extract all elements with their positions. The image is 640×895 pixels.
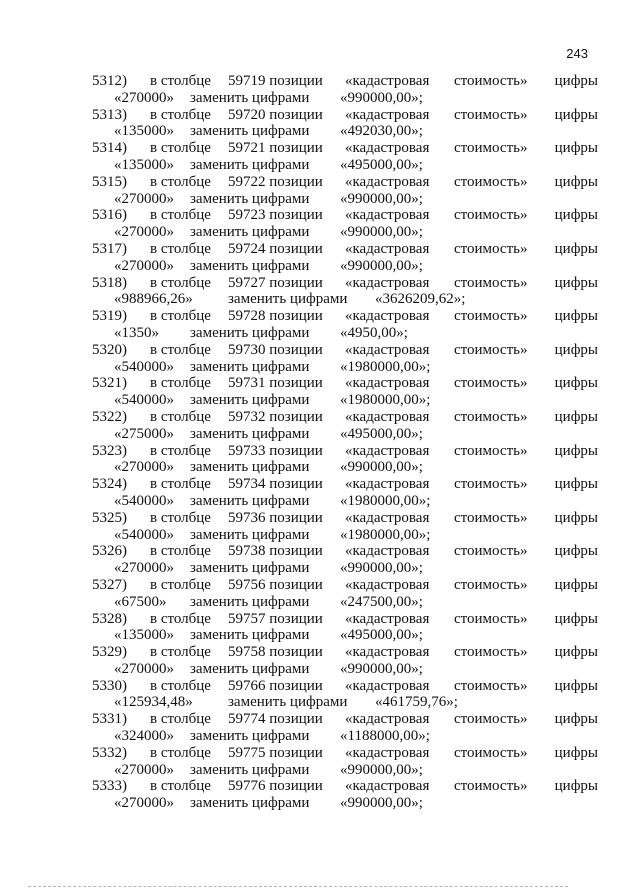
item-number: 5323) xyxy=(92,442,127,459)
amendment-item xyxy=(92,207,598,241)
column-phrase: в столбце xyxy=(150,274,211,291)
amendment-line-2 xyxy=(92,728,598,745)
field-name: «кадастровая xyxy=(345,509,430,526)
item-number: 5319) xyxy=(92,308,127,325)
replace-phrase: заменить цифрами xyxy=(190,728,310,745)
column-phrase: в столбце xyxy=(150,106,211,123)
column-phrase: в столбце xyxy=(150,375,211,392)
field-name: «кадастровая xyxy=(345,207,430,224)
new-value: «990000,00»; xyxy=(340,795,423,812)
column-phrase: в столбце xyxy=(150,442,211,459)
footer-rule xyxy=(28,886,568,887)
new-value: «1980000,00»; xyxy=(340,492,431,509)
amendment-line-2 xyxy=(92,90,598,107)
amendment-line-1 xyxy=(92,73,598,90)
field-name: «кадастровая xyxy=(345,476,430,493)
field-name-cont: стоимость» xyxy=(454,576,528,593)
amendment-line-1 xyxy=(92,611,598,628)
row-id: 59756 позиции xyxy=(228,576,323,593)
field-name: «кадастровая xyxy=(345,308,430,325)
amendment-item xyxy=(92,174,598,208)
column-phrase: в столбце xyxy=(150,240,211,257)
old-value: «67500» xyxy=(114,593,167,610)
amendment-line-2 xyxy=(92,627,598,644)
item-number: 5328) xyxy=(92,610,127,627)
row-id: 59733 позиции xyxy=(228,442,323,459)
field-name-cont: стоимость» xyxy=(454,375,528,392)
field-name: «кадастровая xyxy=(345,375,430,392)
amendment-line-2 xyxy=(92,224,598,241)
new-value: «990000,00»; xyxy=(340,660,423,677)
replace-phrase: заменить цифрами xyxy=(190,123,310,140)
amendment-item xyxy=(92,73,598,107)
amendment-line-1 xyxy=(92,174,598,191)
digits-word: цифры xyxy=(554,476,598,493)
item-number: 5315) xyxy=(92,173,127,190)
new-value: «990000,00»; xyxy=(340,459,423,476)
amendment-item xyxy=(92,611,598,645)
amendment-line-1 xyxy=(92,443,598,460)
field-name: «кадастровая xyxy=(345,442,430,459)
field-name-cont: стоимость» xyxy=(454,711,528,728)
new-value: «461759,76»; xyxy=(375,694,458,711)
field-name-cont: стоимость» xyxy=(454,644,528,661)
replace-phrase: заменить цифрами xyxy=(190,324,310,341)
amendment-line-2 xyxy=(92,157,598,174)
amendment-line-2 xyxy=(92,527,598,544)
new-value: «1188000,00»; xyxy=(340,728,430,745)
new-value: «1980000,00»; xyxy=(340,526,431,543)
old-value: «540000» xyxy=(114,358,174,375)
old-value: «125934,48» xyxy=(114,694,193,711)
replace-phrase: заменить цифрами xyxy=(190,627,310,644)
old-value: «540000» xyxy=(114,392,174,409)
column-phrase: в столбце xyxy=(150,341,211,358)
field-name: «кадастровая xyxy=(345,744,430,761)
field-name-cont: стоимость» xyxy=(454,341,528,358)
old-value: «270000» xyxy=(114,560,174,577)
row-id: 59731 позиции xyxy=(228,375,323,392)
amendment-line-2 xyxy=(92,325,598,342)
field-name-cont: стоимость» xyxy=(454,240,528,257)
column-phrase: в столбце xyxy=(150,509,211,526)
item-number: 5317) xyxy=(92,240,127,257)
amendment-item xyxy=(92,375,598,409)
digits-word: цифры xyxy=(554,375,598,392)
field-name-cont: стоимость» xyxy=(454,308,528,325)
old-value: «270000» xyxy=(114,459,174,476)
old-value: «275000» xyxy=(114,425,174,442)
amendment-line-1 xyxy=(92,107,598,124)
item-number: 5333) xyxy=(92,778,127,795)
field-name-cont: стоимость» xyxy=(454,173,528,190)
field-name: «кадастровая xyxy=(345,644,430,661)
row-id: 59722 позиции xyxy=(228,173,323,190)
amendment-line-1 xyxy=(92,375,598,392)
item-number: 5321) xyxy=(92,375,127,392)
row-id: 59738 позиции xyxy=(228,543,323,560)
column-phrase: в столбце xyxy=(150,207,211,224)
item-number: 5322) xyxy=(92,408,127,425)
old-value: «135000» xyxy=(114,123,174,140)
new-value: «990000,00»; xyxy=(340,257,423,274)
amendment-item xyxy=(92,711,598,745)
field-name-cont: стоимость» xyxy=(454,543,528,560)
amendment-line-1 xyxy=(92,241,598,258)
field-name-cont: стоимость» xyxy=(454,744,528,761)
field-name: «кадастровая xyxy=(345,543,430,560)
replace-phrase: заменить цифрами xyxy=(190,425,310,442)
digits-word: цифры xyxy=(554,173,598,190)
amendment-line-2 xyxy=(92,359,598,376)
digits-word: цифры xyxy=(554,442,598,459)
field-name: «кадастровая xyxy=(345,274,430,291)
amendment-item xyxy=(92,510,598,544)
replace-phrase: заменить цифрами xyxy=(190,190,310,207)
amendment-item xyxy=(92,443,598,477)
field-name: «кадастровая xyxy=(345,240,430,257)
field-name-cont: стоимость» xyxy=(454,610,528,627)
item-number: 5330) xyxy=(92,677,127,694)
replace-phrase: заменить цифрами xyxy=(228,694,348,711)
replace-phrase: заменить цифрами xyxy=(190,156,310,173)
field-name-cont: стоимость» xyxy=(454,274,528,291)
row-id: 59757 позиции xyxy=(228,610,323,627)
field-name: «кадастровая xyxy=(345,73,430,89)
digits-word: цифры xyxy=(554,308,598,325)
column-phrase: в столбце xyxy=(150,610,211,627)
amendment-item xyxy=(92,140,598,174)
amendment-line-2 xyxy=(92,694,598,711)
field-name-cont: стоимость» xyxy=(454,207,528,224)
column-phrase: в столбце xyxy=(150,644,211,661)
amendments-list xyxy=(92,73,598,812)
field-name: «кадастровая xyxy=(345,778,430,795)
column-phrase: в столбце xyxy=(150,308,211,325)
digits-word: цифры xyxy=(554,408,598,425)
amendment-item xyxy=(92,678,598,712)
row-id: 59723 позиции xyxy=(228,207,323,224)
row-id: 59776 позиции xyxy=(228,778,323,795)
column-phrase: в столбце xyxy=(150,744,211,761)
amendment-item xyxy=(92,745,598,779)
amendment-line-2 xyxy=(92,291,598,308)
column-phrase: в столбце xyxy=(150,476,211,493)
digits-word: цифры xyxy=(554,207,598,224)
replace-phrase: заменить цифрами xyxy=(190,526,310,543)
item-number: 5316) xyxy=(92,207,127,224)
amendment-line-2 xyxy=(92,258,598,275)
new-value: «990000,00»; xyxy=(340,560,423,577)
field-name: «кадастровая xyxy=(345,140,430,157)
row-id: 59734 позиции xyxy=(228,476,323,493)
old-value: «270000» xyxy=(114,257,174,274)
new-value: «990000,00»; xyxy=(340,89,423,106)
amendment-line-1 xyxy=(92,476,598,493)
new-value: «495000,00»; xyxy=(340,425,423,442)
amendment-line-1 xyxy=(92,543,598,560)
amendment-line-2 xyxy=(92,191,598,208)
field-name-cont: стоимость» xyxy=(454,442,528,459)
field-name-cont: стоимость» xyxy=(454,509,528,526)
row-id: 59766 позиции xyxy=(228,677,323,694)
amendment-item xyxy=(92,476,598,510)
row-id: 59724 позиции xyxy=(228,240,323,257)
digits-word: цифры xyxy=(554,644,598,661)
digits-word: цифры xyxy=(554,509,598,526)
digits-word: цифры xyxy=(554,341,598,358)
column-phrase: в столбце xyxy=(150,408,211,425)
old-value: «270000» xyxy=(114,761,174,778)
old-value: «324000» xyxy=(114,728,174,745)
item-number: 5312) xyxy=(92,73,127,89)
row-id: 59720 позиции xyxy=(228,106,323,123)
field-name: «кадастровая xyxy=(345,677,430,694)
amendment-line-2 xyxy=(92,762,598,779)
item-number: 5326) xyxy=(92,543,127,560)
replace-phrase: заменить цифрами xyxy=(190,459,310,476)
row-id: 59758 позиции xyxy=(228,644,323,661)
field-name: «кадастровая xyxy=(345,576,430,593)
replace-phrase: заменить цифрами xyxy=(190,224,310,241)
amendment-line-1 xyxy=(92,577,598,594)
item-number: 5318) xyxy=(92,274,127,291)
amendment-item xyxy=(92,342,598,376)
old-value: «1350» xyxy=(114,324,159,341)
amendment-item xyxy=(92,577,598,611)
amendment-line-2 xyxy=(92,594,598,611)
column-phrase: в столбце xyxy=(150,778,211,795)
replace-phrase: заменить цифрами xyxy=(190,257,310,274)
replace-phrase: заменить цифрами xyxy=(190,660,310,677)
amendment-item xyxy=(92,644,598,678)
replace-phrase: заменить цифрами xyxy=(190,89,310,106)
replace-phrase: заменить цифрами xyxy=(190,492,310,509)
old-value: «270000» xyxy=(114,660,174,677)
amendment-line-1 xyxy=(92,510,598,527)
row-id: 59728 позиции xyxy=(228,308,323,325)
field-name-cont: стоимость» xyxy=(454,778,528,795)
page-number: 243 xyxy=(566,46,588,61)
old-value: «540000» xyxy=(114,526,174,543)
amendment-line-2 xyxy=(92,795,598,812)
amendment-line-1 xyxy=(92,678,598,695)
new-value: «1980000,00»; xyxy=(340,358,431,375)
row-id: 59730 позиции xyxy=(228,341,323,358)
amendment-line-2 xyxy=(92,123,598,140)
item-number: 5325) xyxy=(92,509,127,526)
amendment-item xyxy=(92,543,598,577)
new-value: «4950,00»; xyxy=(340,324,408,341)
amendment-line-1 xyxy=(92,140,598,157)
field-name-cont: стоимость» xyxy=(454,106,528,123)
new-value: «495000,00»; xyxy=(340,627,423,644)
column-phrase: в столбце xyxy=(150,173,211,190)
field-name: «кадастровая xyxy=(345,610,430,627)
item-number: 5327) xyxy=(92,576,127,593)
amendment-line-2 xyxy=(92,459,598,476)
field-name: «кадастровая xyxy=(345,408,430,425)
replace-phrase: заменить цифрами xyxy=(190,795,310,812)
field-name-cont: стоимость» xyxy=(454,140,528,157)
old-value: «135000» xyxy=(114,156,174,173)
row-id: 59736 позиции xyxy=(228,509,323,526)
new-value: «1980000,00»; xyxy=(340,392,431,409)
amendment-line-1 xyxy=(92,644,598,661)
item-number: 5320) xyxy=(92,341,127,358)
replace-phrase: заменить цифрами xyxy=(190,358,310,375)
new-value: «990000,00»; xyxy=(340,224,423,241)
row-id: 59721 позиции xyxy=(228,140,323,157)
amendment-line-1 xyxy=(92,308,598,325)
field-name: «кадастровая xyxy=(345,173,430,190)
digits-word: цифры xyxy=(554,677,598,694)
replace-phrase: заменить цифрами xyxy=(190,593,310,610)
old-value: «270000» xyxy=(114,190,174,207)
amendment-line-2 xyxy=(92,560,598,577)
amendment-line-2 xyxy=(92,661,598,678)
amendment-line-1 xyxy=(92,207,598,224)
replace-phrase: заменить цифрами xyxy=(190,761,310,778)
row-id: 59732 позиции xyxy=(228,408,323,425)
amendment-line-1 xyxy=(92,409,598,426)
field-name-cont: стоимость» xyxy=(454,677,528,694)
old-value: «270000» xyxy=(114,89,174,106)
column-phrase: в столбце xyxy=(150,543,211,560)
row-id: 59775 позиции xyxy=(228,744,323,761)
field-name-cont: стоимость» xyxy=(454,408,528,425)
item-number: 5331) xyxy=(92,711,127,728)
digits-word: цифры xyxy=(554,576,598,593)
item-number: 5329) xyxy=(92,644,127,661)
new-value: «990000,00»; xyxy=(340,761,423,778)
replace-phrase: заменить цифрами xyxy=(190,560,310,577)
digits-word: цифры xyxy=(554,274,598,291)
digits-word: цифры xyxy=(554,106,598,123)
amendment-line-2 xyxy=(92,493,598,510)
new-value: «247500,00»; xyxy=(340,593,423,610)
column-phrase: в столбце xyxy=(150,73,211,89)
column-phrase: в столбце xyxy=(150,576,211,593)
new-value: «990000,00»; xyxy=(340,190,423,207)
digits-word: цифры xyxy=(554,778,598,795)
field-name: «кадастровая xyxy=(345,711,430,728)
amendment-line-1 xyxy=(92,778,598,795)
digits-word: цифры xyxy=(554,543,598,560)
new-value: «3626209,62»; xyxy=(375,291,466,308)
amendment-line-1 xyxy=(92,745,598,762)
digits-word: цифры xyxy=(554,744,598,761)
old-value: «270000» xyxy=(114,224,174,241)
old-value: «540000» xyxy=(114,492,174,509)
row-id: 59727 позиции xyxy=(228,274,323,291)
amendment-line-1 xyxy=(92,342,598,359)
amendment-item xyxy=(92,308,598,342)
row-id: 59719 позиции xyxy=(228,73,323,89)
digits-word: цифры xyxy=(554,73,598,89)
field-name-cont: стоимость» xyxy=(454,73,528,89)
amendment-item xyxy=(92,107,598,141)
column-phrase: в столбце xyxy=(150,711,211,728)
old-value: «988966,26» xyxy=(114,291,193,308)
amendment-line-2 xyxy=(92,392,598,409)
amendment-item xyxy=(92,409,598,443)
field-name: «кадастровая xyxy=(345,341,430,358)
item-number: 5313) xyxy=(92,106,127,123)
old-value: «135000» xyxy=(114,627,174,644)
digits-word: цифры xyxy=(554,140,598,157)
field-name: «кадастровая xyxy=(345,106,430,123)
amendment-item xyxy=(92,275,598,309)
new-value: «492030,00»; xyxy=(340,123,423,140)
amendment-line-1 xyxy=(92,711,598,728)
column-phrase: в столбце xyxy=(150,677,211,694)
digits-word: цифры xyxy=(554,711,598,728)
amendment-item xyxy=(92,778,598,812)
field-name-cont: стоимость» xyxy=(454,476,528,493)
item-number: 5332) xyxy=(92,744,127,761)
digits-word: цифры xyxy=(554,240,598,257)
row-id: 59774 позиции xyxy=(228,711,323,728)
digits-word: цифры xyxy=(554,610,598,627)
item-number: 5314) xyxy=(92,140,127,157)
replace-phrase: заменить цифрами xyxy=(190,392,310,409)
amendment-item xyxy=(92,241,598,275)
column-phrase: в столбце xyxy=(150,140,211,157)
new-value: «495000,00»; xyxy=(340,156,423,173)
amendment-line-2 xyxy=(92,426,598,443)
amendment-line-1 xyxy=(92,275,598,292)
item-number: 5324) xyxy=(92,476,127,493)
old-value: «270000» xyxy=(114,795,174,812)
replace-phrase: заменить цифрами xyxy=(228,291,348,308)
